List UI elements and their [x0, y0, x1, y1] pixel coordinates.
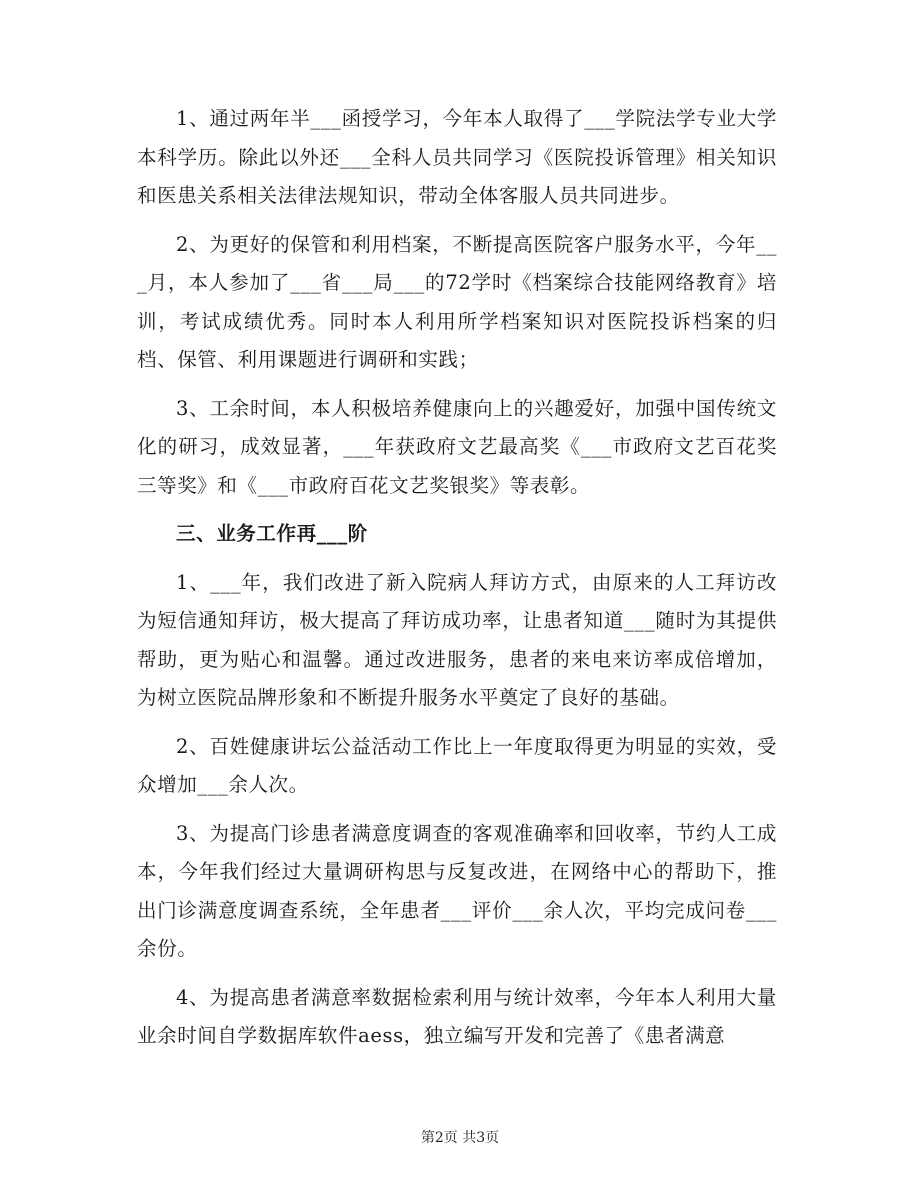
- paragraph-1: 1、通过两年半___函授学习，今年本人取得了___学院法学专业大学本科学历。除此以外还___全科人员共同学习《医院投诉管理》相关知识和医患关系相关法律法规知识，带动全体客服人员共同进步。: [137, 107, 777, 207]
- paragraph-6: 3、为提高门诊患者满意度调查的客观准确率和回收率，节约人工成本，今年我们经过大量调研构思与反复改进，在网络中心的帮助下，推出门诊满意度调查系统，全年患者___评价___余人次，平均完成问卷___余份。: [137, 821, 777, 960]
- paragraph-2: 2、为更好的保管和利用档案，不断提高医院客户服务水平，今年___月，本人参加了___省___局___的72学时《档案综合技能网络教育》培训，考试成绩优秀。同时本人利用所学档案知识对医院投诉档案的归档、保管、利用课题进行调研和实践；: [137, 232, 777, 371]
- document-body: [137, 100, 777, 1066]
- paragraph-7: 4、为提高患者满意率数据检索利用与统计效率，今年本人利用大量业余时间自学数据库软件aess，独立编写开发和完善了《患者满意: [137, 985, 777, 1047]
- paragraph-5: 2、百姓健康讲坛公益活动工作比上一年度取得更为明显的实效，受众增加___余人次。: [137, 734, 777, 796]
- page-number-footer: 第2页 共3页: [420, 1130, 500, 1146]
- section-heading: 三、业务工作再___阶: [176, 522, 368, 545]
- paragraph-3: 3、工余时间，本人积极培养健康向上的兴趣爱好，加强中国传统文化的研习，成效显著，___年获政府文艺最高奖《___市政府文艺百花奖三等奖》和《___市政府百花文艺奖银奖》等表彰。: [137, 396, 777, 497]
- paragraph-4: 1、___年，我们改进了新入院病人拜访方式，由原来的人工拜访改为短信通知拜访，极大提高了拜访成功率，让患者知道___随时为其提供帮助，更为贴心和温馨。通过改进服务，患者的来电来访率成倍增加，为树立医院品牌形象和不断提升服务水平奠定了良好的基础。: [137, 570, 777, 709]
